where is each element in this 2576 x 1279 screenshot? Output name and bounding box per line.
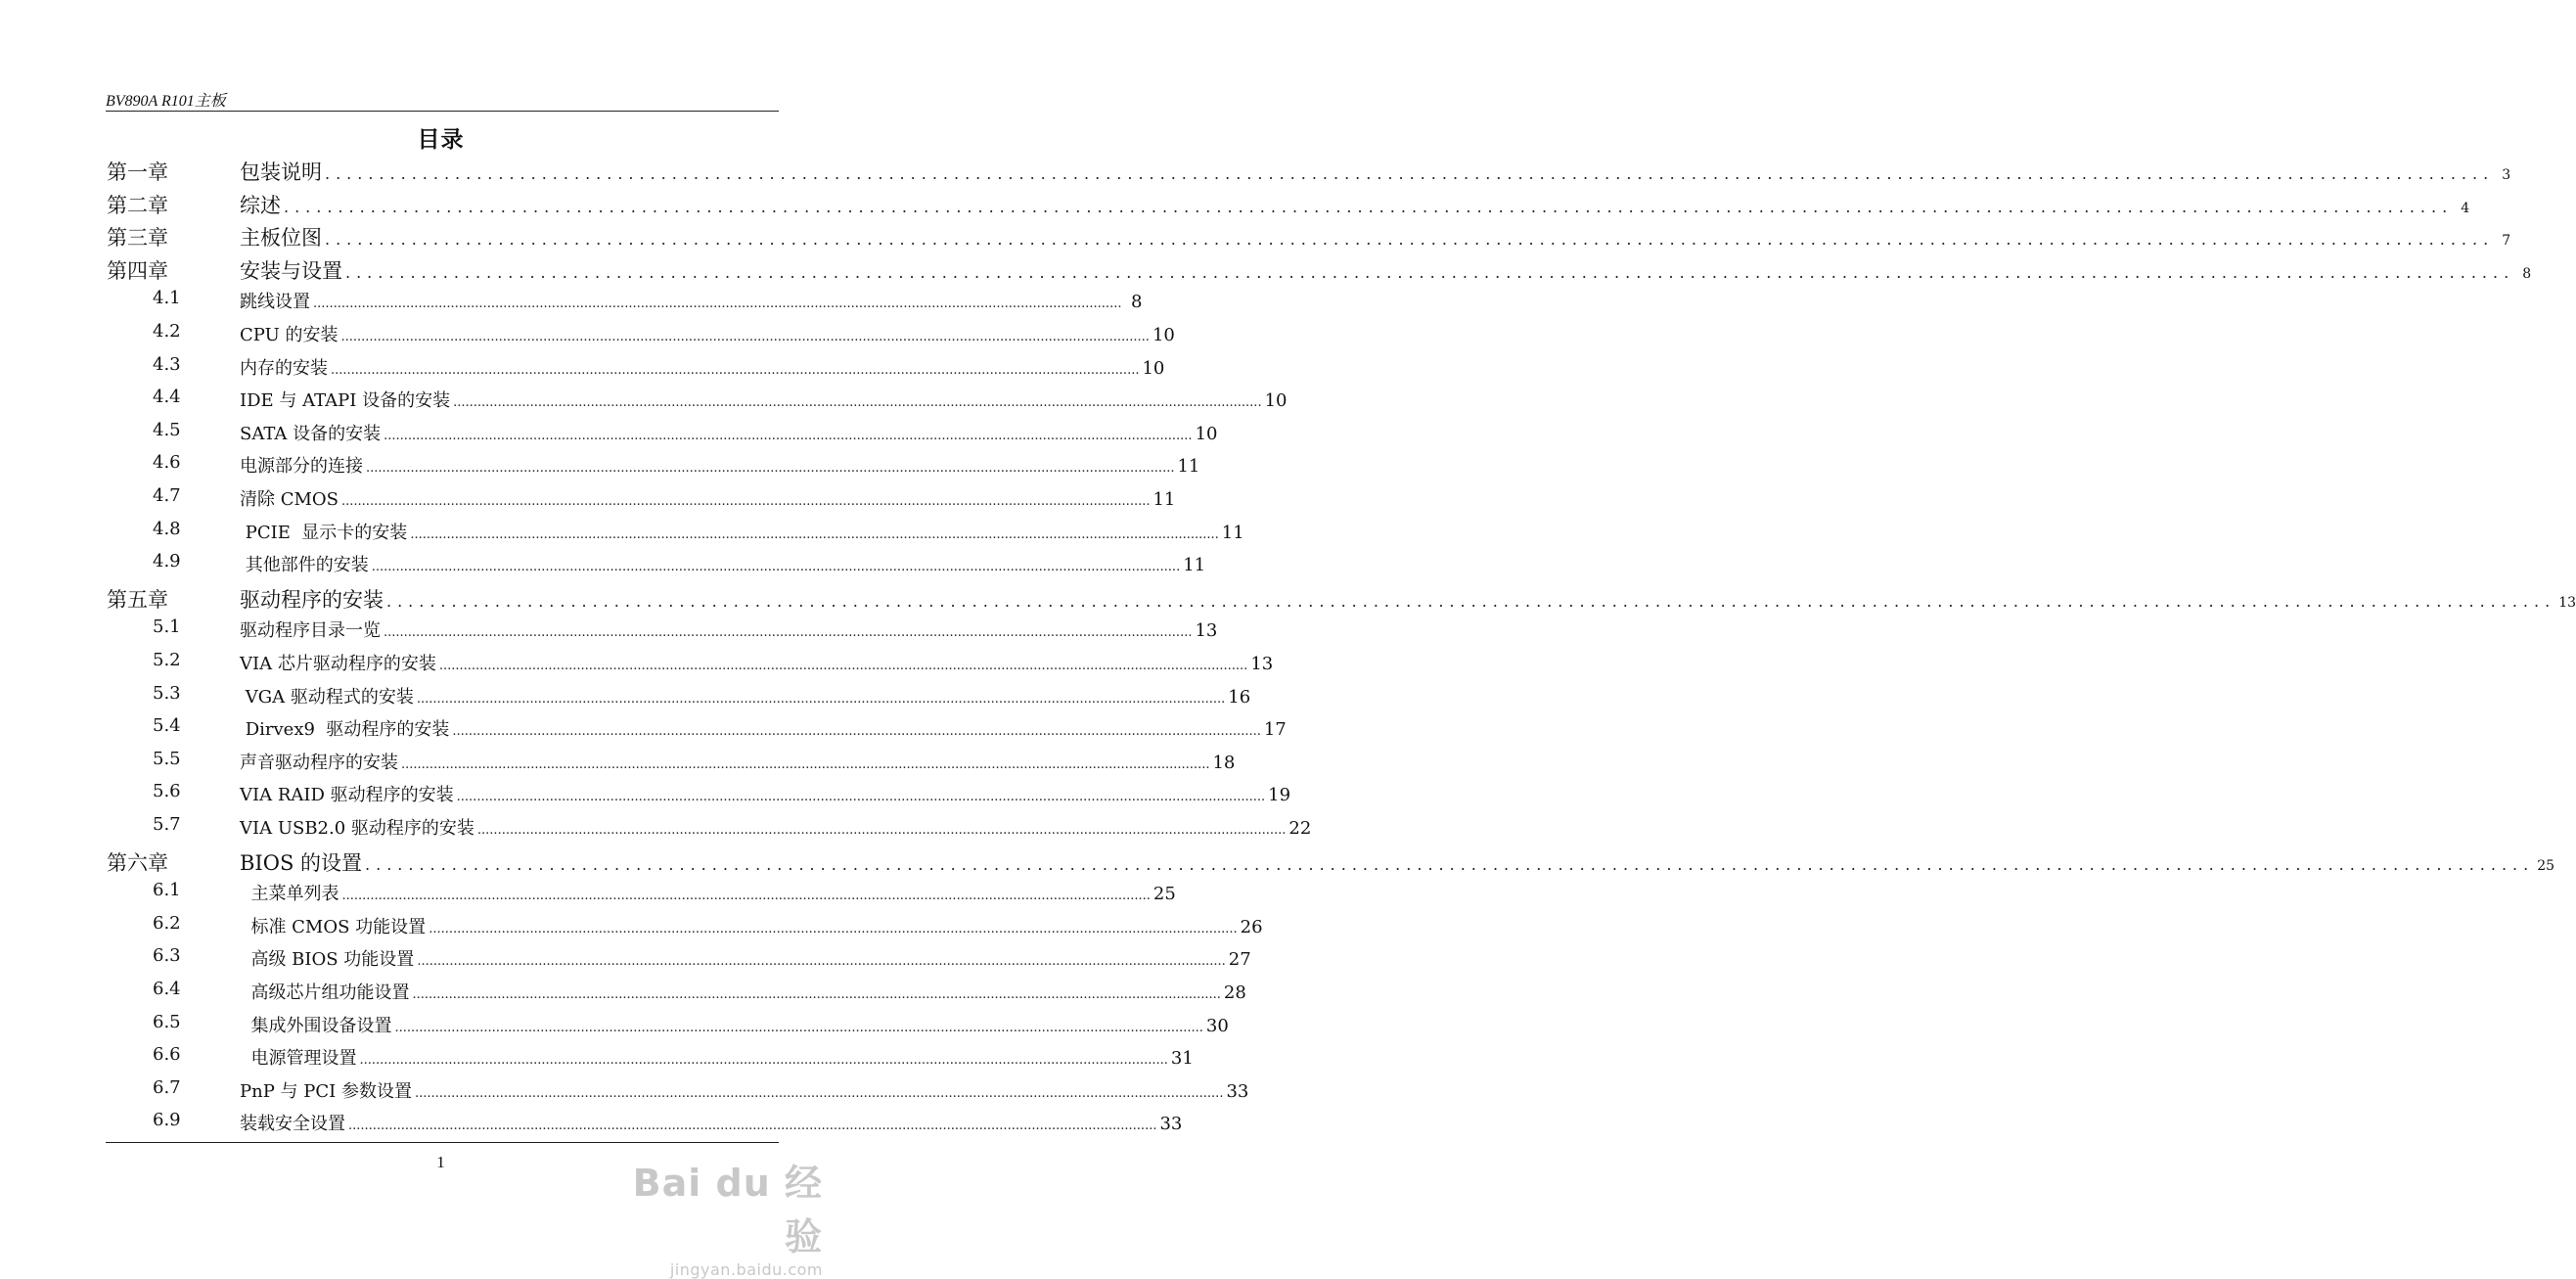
toc-entry-number: 5.2 (153, 650, 181, 670)
document-header: BV890A R101主板 (106, 93, 226, 110)
toc-entry-body (240, 880, 1176, 905)
toc-entry-page: 25 (2537, 857, 2555, 874)
toc-entry-title: 装载安全设置 (240, 1114, 345, 1135)
toc-entry-number: 4.8 (153, 518, 181, 539)
toc-entry-page: 10 (1195, 423, 1218, 444)
toc-entry-body (240, 913, 1263, 938)
toc-entry-title: 综述 (240, 193, 281, 217)
toc-entry-page: 33 (1226, 1080, 1249, 1102)
toc-entry-title: 标准 CMOS 功能设置 (240, 916, 427, 937)
toc-entry-title: SATA 设备的安装 (240, 423, 382, 444)
watermark-logo-text: Bai du 经验 (632, 1162, 823, 1258)
toc-entry-page: 7 (2502, 233, 2511, 250)
toc-leader-dots: ........................................................................................................................................................................................................ (416, 691, 1226, 707)
toc-entry-number: 5.4 (153, 715, 181, 737)
toc-entry-body (240, 222, 2511, 251)
toc-entry-title: 高级芯片组功能设置 (240, 982, 410, 1003)
toc-leader-dots: ........................................................................................................................................................................................................ (453, 395, 1262, 411)
toc-entry-page: 13 (1250, 654, 1274, 674)
toc-entry-page: 16 (1228, 686, 1251, 708)
toc-title: 目录 (417, 126, 465, 153)
toc-leader-dots: ........................................................................................................................................................................................................ (452, 724, 1261, 740)
toc-entry-number: 4.4 (153, 387, 181, 408)
toc-entry-page: 13 (1195, 620, 1218, 642)
toc-entry-page: 8 (1131, 292, 1143, 313)
toc-entry-number: 6.3 (153, 945, 181, 967)
toc-entry-title: VIA USB2.0 驱动程序的安装 (240, 818, 475, 839)
toc-entry-title: PnP 与 PCI 参数设置 (240, 1080, 412, 1102)
toc-entry-title: 电源管理设置 (240, 1048, 357, 1070)
toc-entry-title: BIOS 的设置 (240, 850, 363, 875)
toc-entry-number: 5.6 (153, 781, 181, 802)
toc-leader-dots: ........................................................................................................................................................................................................ (331, 362, 1140, 378)
toc-entry-title: 驱动程序的安装 (240, 587, 384, 612)
toc-entry-page: 4 (2461, 200, 2470, 216)
toc-entry-page: 19 (1268, 785, 1291, 806)
toc-entry-body (240, 255, 2532, 285)
toc-entry-page: 10 (1152, 325, 1175, 345)
toc-leader-dots: ........................................................................................................................................................................................................ (401, 756, 1210, 772)
toc-entry-number: 4.9 (153, 551, 181, 572)
page-number: 1 (436, 1153, 445, 1171)
toc-entry-number: 6.4 (153, 979, 181, 999)
toc-entry-body (240, 1077, 1249, 1103)
toc-entry-body (240, 190, 2470, 219)
toc-entry-title: 声音驱动程序的安装 (240, 752, 398, 773)
toc-entry-number: 6.1 (153, 880, 181, 901)
toc-entry-body (240, 650, 1274, 675)
toc-leader-dots: ........................................................................................................................................................................................................ (348, 1119, 1157, 1134)
toc-leader-dots: ........................................................................................................................................................................................................ (366, 461, 1175, 477)
toc-leader-dots: ........................................................................................................................................................................................................ (386, 591, 2556, 611)
toc-entry-body (240, 387, 1288, 412)
toc-entry-page: 11 (1183, 555, 1206, 576)
toc-leader-dots: ........................................................................................................................................................................................................ (313, 297, 1122, 312)
watermark-logo (627, 1153, 823, 1260)
toc-entry-page: 28 (1223, 982, 1246, 1003)
toc-entry-page: 11 (1177, 456, 1200, 478)
toc-entry-number: 第三章 (107, 226, 168, 251)
toc-entry-title: VIA RAID 驱动程序的安装 (240, 785, 454, 806)
toc-leader-dots: ........................................................................................................................................................................................................ (476, 823, 1287, 838)
toc-entry-body (240, 1044, 1194, 1070)
toc-entry-body (240, 847, 2555, 877)
toc-entry-body (240, 683, 1251, 708)
baidu-jingyan-watermark (627, 1153, 823, 1279)
toc-leader-dots: ........................................................................................................................................................................................................ (394, 1020, 1203, 1035)
toc-entry-body (240, 617, 1218, 642)
toc-entry-body (240, 749, 1236, 774)
toc-entry-title: 集成外围设备设置 (240, 1015, 392, 1036)
toc-entry-body (240, 321, 1175, 346)
toc-entry-title: 跳线设置 (240, 292, 310, 313)
toc-entry-page: 11 (1221, 522, 1244, 543)
toc-leader-dots: ........................................................................................................................................................................................................ (417, 954, 1226, 970)
toc-leader-dots: ........................................................................................................................................................................................................ (340, 330, 1150, 344)
toc-entry-title: IDE 与 ATAPI 设备的安装 (240, 390, 451, 412)
toc-entry-title: 主菜单列表 (240, 884, 339, 905)
toc-entry-title: Dirvex9 驱动程序的安装 (240, 719, 450, 741)
toc-entry-number: 6.7 (153, 1076, 181, 1098)
toc-entry-number: 4.3 (153, 353, 181, 375)
toc-entry-number: 6.5 (153, 1011, 181, 1032)
toc-entry-body (240, 781, 1291, 806)
toc-leader-dots: ........................................................................................................................................................................................................ (371, 560, 1181, 575)
toc-entry-body (240, 584, 2576, 614)
toc-entry-number: 4.5 (153, 419, 181, 440)
toc-entry-number: 5.7 (153, 814, 181, 835)
watermark-url: jingyan.baidu.com (669, 1260, 823, 1279)
toc-entry-number: 第六章 (107, 850, 168, 875)
toc-entry-page: 27 (1228, 949, 1251, 971)
toc-entry-number: 第四章 (107, 258, 168, 283)
toc-entry-page: 26 (1240, 916, 1263, 937)
toc-entry-number: 6.6 (153, 1044, 181, 1066)
toc-entry-page: 30 (1205, 1015, 1229, 1036)
toc-leader-dots: ........................................................................................................................................................................................................ (412, 987, 1221, 1002)
footer-rule (106, 1142, 779, 1143)
toc-entry-body (240, 519, 1244, 544)
toc-entry-body (240, 1110, 1183, 1135)
toc-entry-body (240, 715, 1287, 741)
toc-leader-dots: ........................................................................................................................................................................................................ (414, 1085, 1224, 1101)
toc-entry-title: 其他部件的安装 (240, 555, 369, 576)
toc-leader-dots: ........................................................................................................................................................................................................ (438, 659, 1248, 673)
toc-leader-dots: ........................................................................................................................................................................................................ (359, 1053, 1168, 1069)
toc-entry-number: 6.9 (153, 1110, 181, 1131)
toc-entry-title: 高级 BIOS 功能设置 (240, 949, 415, 971)
toc-leader-dots: ........................................................................................................................................................................................................ (384, 428, 1193, 443)
toc-entry-body (240, 551, 1206, 576)
toc-entry-page: 22 (1288, 818, 1312, 839)
toc-leader-dots: ........................................................................................................................................................................................................ (429, 921, 1238, 936)
toc-entry-title: VIA 芯片驱动程序的安装 (240, 654, 436, 674)
toc-leader-dots: ........................................................................................................................................................................................................ (284, 197, 2454, 216)
toc-leader-dots: ........................................................................................................................................................................................................ (341, 494, 1151, 509)
toc-leader-dots: ........................................................................................................................................................................................................ (410, 526, 1219, 542)
toc-entry-body (240, 157, 2511, 186)
toc-entry-body (240, 354, 1165, 380)
toc-entry-body (240, 420, 1218, 445)
toc-entry-body (240, 485, 1176, 511)
toc-entry-title: 包装说明 (240, 160, 322, 184)
toc-entry-number: 5.3 (153, 682, 181, 704)
toc-entry-number: 6.2 (153, 912, 181, 934)
toc-entry-number: 4.2 (153, 321, 181, 342)
toc-entry-number: 第五章 (107, 587, 168, 612)
toc-entry-page: 13 (2558, 594, 2576, 611)
toc-entry-title: CPU 的安装 (240, 325, 339, 345)
toc-entry-body (240, 979, 1246, 1004)
toc-entry-page: 18 (1212, 752, 1236, 773)
toc-entry-page: 11 (1152, 489, 1176, 510)
toc-entry-number: 第一章 (107, 160, 168, 184)
toc-entry-body (240, 814, 1312, 840)
toc-entry-page: 33 (1159, 1114, 1183, 1135)
toc-leader-dots: ........................................................................................................................................................................................................ (456, 790, 1266, 805)
toc-leader-dots: ........................................................................................................................................................................................................ (384, 625, 1193, 641)
toc-entry-title: PCIE 显示卡的安装 (240, 522, 408, 543)
toc-entry-page: 31 (1170, 1048, 1194, 1070)
toc-leader-dots: ........................................................................................................................................................................................................ (341, 889, 1151, 904)
toc-leader-dots: ........................................................................................................................................................................................................ (365, 854, 2535, 874)
toc-leader-dots: ........................................................................................................................................................................................................ (325, 230, 2495, 250)
toc-entry-page: 8 (2522, 265, 2532, 282)
toc-entry-title: 清除 CMOS (240, 489, 339, 510)
toc-entry-page: 17 (1263, 719, 1287, 741)
toc-entry-number: 第二章 (107, 193, 168, 217)
toc-entry-title: VGA 驱动程式的安装 (240, 686, 414, 708)
toc-entry-title: 驱动程序目录一览 (240, 620, 381, 642)
toc-entry-number: 4.6 (153, 452, 181, 474)
toc-entry-page: 10 (1264, 390, 1288, 412)
toc-entry-body (240, 452, 1200, 478)
toc-entry-number: 4.7 (153, 485, 181, 506)
toc-entry-title: 电源部分的连接 (240, 456, 363, 478)
toc-entry-body (240, 288, 1143, 313)
toc-entry-title: 内存的安装 (240, 357, 328, 379)
toc-entry-title: 主板位图 (240, 226, 322, 251)
toc-entry-title: 安装与设置 (240, 258, 342, 283)
toc-entry-number: 4.1 (153, 288, 181, 309)
toc-entry-body (240, 1012, 1229, 1037)
toc-entry-page: 10 (1142, 357, 1165, 379)
toc-leader-dots: ........................................................................................................................................................................................................ (325, 164, 2495, 183)
toc-leader-dots: ........................................................................................................................................................................................................ (345, 262, 2515, 282)
toc-entry-page: 3 (2502, 167, 2511, 183)
toc-entry-number: 5.1 (153, 617, 181, 638)
toc-entry-body (240, 945, 1251, 971)
toc-entry-page: 25 (1152, 884, 1176, 905)
toc-entry-number: 5.5 (153, 748, 181, 769)
